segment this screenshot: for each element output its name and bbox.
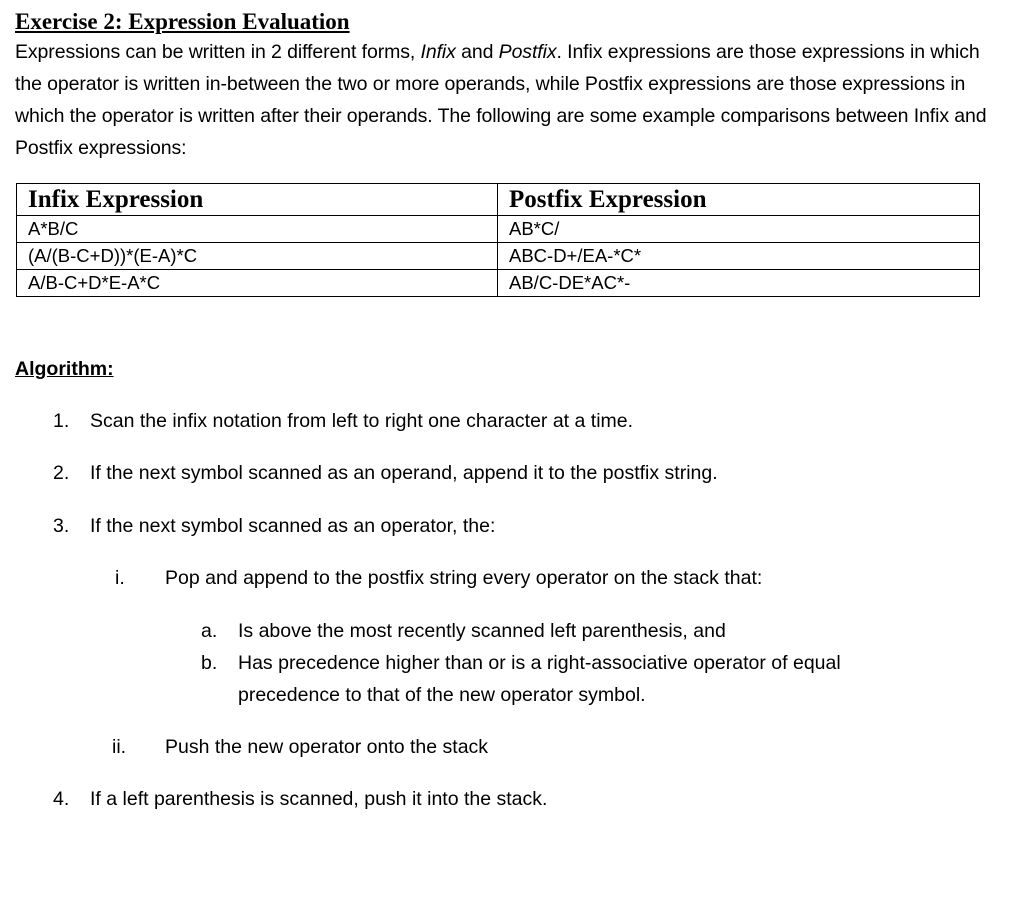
postfix-cell: ABC-D+/EA-*C* <box>498 243 980 270</box>
step-number: 4. <box>53 788 70 810</box>
header-postfix: Postfix Expression <box>498 184 980 216</box>
infix-cell: A/B-C+D*E-A*C <box>17 270 498 297</box>
table-row <box>17 243 980 270</box>
step-number: 2. <box>53 462 70 484</box>
header-infix: Infix Expression <box>17 184 498 216</box>
step-text: Scan the infix notation from left to right one character at a time. <box>90 410 634 432</box>
intro-text-3: . Infix expressions are those expressions in which the operator is written in-between the two or more operands, while Postfix expressions are those expressions in which the operator is written after their operands. The following are some example comparisons between Infix and Postfix expressions: <box>15 41 987 159</box>
intro-text-2: and <box>455 41 499 63</box>
intro-infix-word: Infix <box>420 41 456 63</box>
infix-cell: (A/(B-C+D))*(E-A)*C <box>17 243 498 270</box>
document <box>15 8 990 810</box>
table-row <box>17 216 980 243</box>
step-number: 1. <box>53 410 70 432</box>
step-text: Push the new operator onto the stack <box>165 736 489 758</box>
step-number: ii. <box>112 736 127 758</box>
table-row <box>17 270 980 297</box>
intro-paragraph <box>15 36 990 164</box>
intro-text-1: Expressions can be written in 2 different forms, <box>15 41 421 63</box>
step-number: i. <box>115 567 125 589</box>
step-text: If a left parenthesis is scanned, push it into the stack. <box>90 788 548 810</box>
step-text: If the next symbol scanned as an operand, append it to the postfix string. <box>90 462 718 484</box>
step-number: a. <box>201 620 218 642</box>
step-text: precedence to that of the new operator symbol. <box>238 684 646 706</box>
infix-cell: A*B/C <box>17 216 498 243</box>
postfix-cell: AB/C-DE*AC*- <box>498 270 980 297</box>
step-text: If the next symbol scanned as an operator, the: <box>90 515 496 537</box>
step-text: Has precedence higher than or is a right-associative operator of equal <box>238 652 841 674</box>
step-number: b. <box>201 652 218 674</box>
step-number: 3. <box>53 515 70 537</box>
step-text: Is above the most recently scanned left parenthesis, and <box>238 620 726 642</box>
comparison-table <box>16 183 980 297</box>
intro-postfix-word: Postfix <box>498 41 557 63</box>
exercise-title: Exercise 2: Expression Evaluation <box>15 9 350 34</box>
algorithm-heading: Algorithm: <box>15 358 114 380</box>
table-header-row <box>17 184 980 216</box>
postfix-cell: AB*C/ <box>498 216 980 243</box>
step-text: Pop and append to the postfix string every operator on the stack that: <box>165 567 763 589</box>
